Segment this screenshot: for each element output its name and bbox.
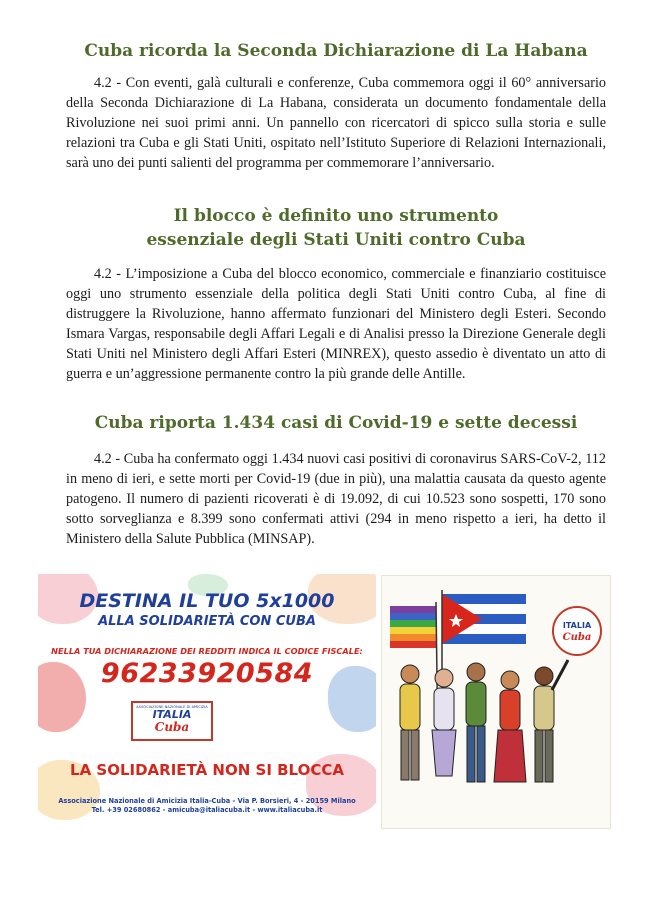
people-with-flags-drawing (382, 576, 610, 828)
solidarity-illustration (381, 575, 611, 829)
logo-cuba-text: Cuba (154, 720, 190, 734)
five-per-thousand-ad (38, 574, 376, 826)
badge-italia-text: ITALIA (562, 621, 592, 630)
tax-code: 96233920584 (100, 658, 314, 689)
article-1-body: 4.2 - Con eventi, galà culturali e conferenze, Cuba commemora oggi il 60° anniversario della Seconda Dichiarazione di La Habana, considerata un documento fondamentale della Rivoluzione nei suoi primi anni. Un pannello con ricercatori di spicco sulla storia e sulle relazioni tra Cuba e gli Stati Uniti, ospitato nell’Istituto Superiore di Relazioni Internazionali, sarà uno dei punti salienti del programma per commemorare l’anniversario. (66, 75, 606, 171)
article-2-body: 4.2 - L’imposizione a Cuba del blocco economico, commerciale e finanziario costituisce oggi uno strumento essenziale della politica degli Stati Uniti contro Cuba, al fine di distruggere la Rivoluzione, hanno affermato funzionari del Ministero degli Esteri. Secondo Ismara Vargas, responsabile degli Affari Legali e di Analisi presso la Direzione Generale degli Stati Uniti nel Ministero degli Affari Esteri (MINREX), questo assedio è diventato un atto di guerra e un’aggressione permanente contro la più grande delle Antille. (66, 266, 606, 382)
article-2-title-line-2: essenziale degli Stati Uniti contro Cuba (146, 230, 526, 250)
ad-footer-address: Associazione Nazionale di Amicizia Italia-Cuba - Via P. Borsieri, 4 - 20159 Milano (58, 797, 356, 805)
article-3-title: Cuba riporta 1.434 casi di Covid-19 e sette decessi (94, 413, 578, 433)
ad-headline: DESTINA IL TUO 5x1000 (79, 590, 335, 612)
article-2-title-line-1: Il blocco è definito uno strumento (173, 206, 499, 226)
article-3-body: 4.2 - Cuba ha confermato oggi 1.434 nuovi casi positivi di coronavirus SARS-CoV-2, 112 in meno di ieri, e sette morti per Covid-19 (due in più), una malattia causata da questo agente patogeno. Il numero di pazienti ricoverati è di 19.092, di cui 10.523 sono sospetti, 170 sono sotto sorveglianza e 8.399 sono confermati attivi (294 in meno rispetto a ieri, ha detto il Ministero della Salute Pubblica (MINSAP). (66, 451, 606, 547)
italia-cuba-badge (553, 607, 601, 655)
ad-footer-contacts: Tel. +39 02680862 - amicuba@italiacuba.it - www.italiacuba.it (91, 806, 323, 814)
article-1-title: Cuba ricorda la Seconda Dichiarazione di La Habana (84, 41, 588, 61)
italia-cuba-logo (131, 701, 213, 741)
ad-subheadline: ALLA SOLIDARIETÀ CON CUBA (98, 614, 316, 629)
logo-association-text: ASSOCIAZIONE NAZIONALE DI AMICIZIA (136, 705, 208, 709)
ad-slogan: LA SOLIDARIETÀ NON SI BLOCCA (70, 761, 344, 779)
marching-people (400, 660, 568, 782)
badge-cuba-text: Cuba (562, 632, 592, 643)
logo-italia-text: ITALIA (152, 708, 192, 721)
ad-tax-instruction: NELLA TUA DICHIARAZIONE DEI REDDITI INDICA IL CODICE FISCALE: (51, 646, 363, 656)
